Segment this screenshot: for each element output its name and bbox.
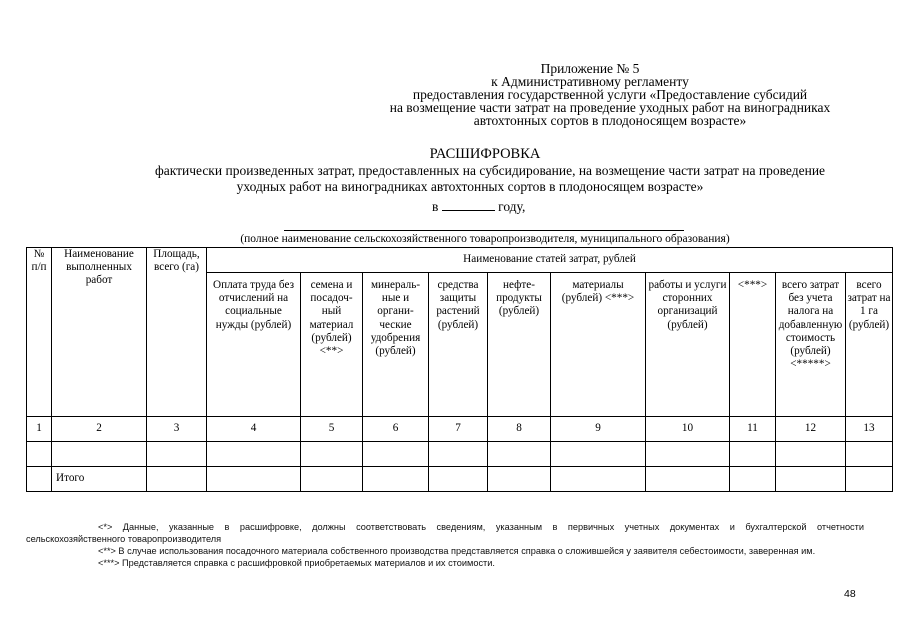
col-number: 8 <box>488 417 551 442</box>
table-cell <box>27 467 52 492</box>
col-number: 13 <box>846 417 893 442</box>
col-number: 3 <box>147 417 207 442</box>
col-number: 5 <box>301 417 363 442</box>
col-number: 10 <box>646 417 730 442</box>
col-header-services: работы и услуги сторонних организаций (рублей) <box>646 273 730 417</box>
table-total-row <box>27 467 893 492</box>
table-cell <box>52 442 147 467</box>
col-header-plant-protection: средства защиты растений (рублей) <box>429 273 488 417</box>
table-cell <box>147 442 207 467</box>
col-number: 1 <box>27 417 52 442</box>
col-number: 12 <box>776 417 846 442</box>
footnote-2: <**> В случае использования посадочного материала собственного производства представляется справка о сложившейся у заявителя себестоимости, заверенная им. <box>98 546 816 556</box>
col-header-materials: материалы (рублей) <***> <box>551 273 646 417</box>
col-number: 11 <box>730 417 776 442</box>
header-work-name: Наименование выполненных работ <box>52 248 147 417</box>
table-cell <box>429 467 488 492</box>
table-cell <box>301 467 363 492</box>
table-cell <box>301 442 363 467</box>
table-header-row <box>27 248 893 273</box>
col-header-oil-products: нефте-продукты (рублей) <box>488 273 551 417</box>
table-cell <box>846 467 893 492</box>
table-cell <box>207 442 301 467</box>
table-cell <box>846 442 893 467</box>
table-numbering-row <box>27 417 893 442</box>
table-cell <box>488 442 551 467</box>
header-area: Площадь, всего (га) <box>147 248 207 417</box>
col-number: 7 <box>429 417 488 442</box>
table-cell <box>776 467 846 492</box>
page-number: 48 <box>844 588 856 600</box>
document-title: РАСШИФРОВКА <box>429 146 541 162</box>
appendix-number: Приложение № 5 <box>540 61 640 76</box>
document-subtitle-line1: фактически произведенных затрат, предоставленных на субсидирование, на возмещение части затрат на проведение <box>154 163 826 178</box>
col-header-fertilizers: минераль-ные и органи-ческие удобрения (рублей) <box>363 273 429 417</box>
col-number: 2 <box>52 417 147 442</box>
year-blank <box>442 198 495 211</box>
footnote-1: <*> Данные, указанные в расшифровке, должны соответствовать сведениям, указанным в первичных учетных документах и бухгалтерской отчетности <box>98 522 864 532</box>
table-cell <box>730 467 776 492</box>
org-name-line <box>284 230 684 231</box>
col-number: 4 <box>207 417 301 442</box>
table-cell <box>27 442 52 467</box>
col-number: 6 <box>363 417 429 442</box>
table-cell <box>147 467 207 492</box>
document-subtitle-line2: уходных работ на виноградниках автохтонных сортов в плодоносящем возрасте» <box>236 179 704 194</box>
table-cell <box>730 442 776 467</box>
header-cost-items: Наименование статей затрат, рублей <box>207 248 893 273</box>
table-row <box>27 442 893 467</box>
year-line <box>432 198 525 215</box>
header-number: № п/п <box>27 248 52 417</box>
org-caption: (полное наименование сельскохозяйственного товаропроизводителя, муниципального образования) <box>240 233 730 245</box>
col-header-total-per-ha: всего затрат на 1 га (рублей) <box>846 273 893 417</box>
table-cell <box>551 467 646 492</box>
year-suffix: году, <box>498 199 526 214</box>
table-cell <box>363 442 429 467</box>
footnote-3: <***> Представляется справка с расшифровкой приобретаемых материалов и их стоимости. <box>98 558 495 568</box>
appendix-regulation: к Административному регламенту <box>491 74 689 89</box>
appendix-service-end: автохтонных сортов в плодоносящем возрасте» <box>473 113 747 128</box>
col-header-other: <***> <box>730 273 776 417</box>
table-cell <box>551 442 646 467</box>
table-cell <box>776 442 846 467</box>
table-cell <box>207 467 301 492</box>
table-cell <box>488 467 551 492</box>
col-header-total-no-vat: всего затрат без учета налога на добавленную стоимость (рублей) <*****> <box>776 273 846 417</box>
table-cell <box>363 467 429 492</box>
col-number: 9 <box>551 417 646 442</box>
col-header-seeds: семена и посадоч-ный материал (рублей) <**> <box>301 273 363 417</box>
year-prefix: в <box>432 199 439 214</box>
expense-table <box>26 247 893 492</box>
footnote-1-cont: сельскохозяйственного товаропроизводителя <box>26 534 222 544</box>
table-cell <box>429 442 488 467</box>
col-header-labor: Оплата труда без отчислений на социальные нужды (рублей) <box>207 273 301 417</box>
table-cell <box>646 442 730 467</box>
appendix-service-cont: на возмещение части затрат на проведение уходных работ на виноградниках <box>389 100 831 115</box>
total-label: Итого <box>52 467 147 492</box>
appendix-service: предоставления государственной услуги «Предоставление субсидий <box>412 87 808 102</box>
table-cell <box>646 467 730 492</box>
